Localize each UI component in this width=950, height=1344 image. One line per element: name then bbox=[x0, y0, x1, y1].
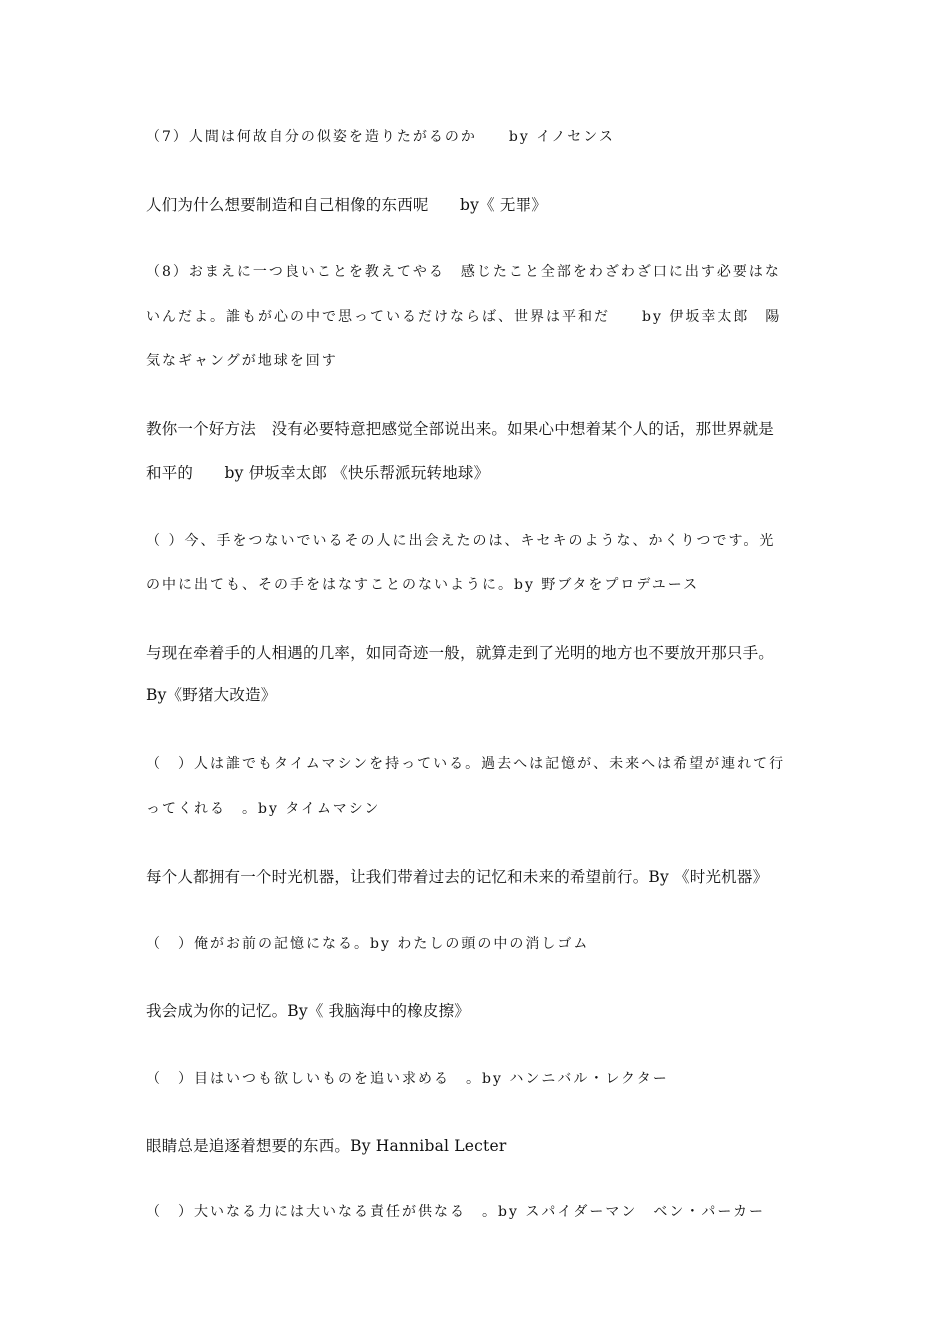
quote-11-japanese: （ ）俺がお前の記憶になる。by わたしの頭の中の消しゴム bbox=[146, 936, 590, 952]
quote-10-chinese: 每个人都拥有一个时光机器，让我们带着过去的记忆和未来的希望前行。By 《时光机器》 bbox=[146, 868, 769, 886]
quote-7-chinese: 人们为什么想要制造和自己相像的东西呢 by《 无罪》 bbox=[146, 196, 548, 214]
quote-9-japanese-line-2: の中に出ても、その手をはなすことのないように。by 野ブタをプロデユース bbox=[146, 577, 700, 593]
quote-10-japanese-line-1: （ ）人は誰でもタイムマシンを持っている。過去へは記憶が、未来へは希望が連れて行 bbox=[146, 756, 786, 772]
quote-9-japanese-line-1: （ ）今、手をつないでいるその人に出会えたのは、キセキのような、かくりつです。光 bbox=[146, 533, 776, 549]
quote-8-chinese-line-1: 教你一个好方法 没有必要特意把感觉全部说出来。如果心中想着某个人的话，那世界就是 bbox=[146, 420, 775, 438]
quote-8-chinese-line-2: 和平的 by 伊坂幸太郎 《快乐帮派玩转地球》 bbox=[146, 464, 490, 482]
quote-13-japanese: （ ）大いなる力には大いなる責任が供なる 。by スパイダーマン ベン・パーカー bbox=[146, 1204, 766, 1220]
quote-8-japanese-line-3: 気なギャングが地球を回す bbox=[146, 353, 338, 369]
quote-9-chinese-line-2: By《野猪大改造》 bbox=[146, 686, 277, 704]
quote-8-japanese-line-2: いんだよ。誰もが心の中で思っているだけならば、世界は平和だ by 伊坂幸太郎 陽 bbox=[146, 309, 782, 325]
quote-12-chinese: 眼睛总是追逐着想要的东西。By Hannibal Lecter bbox=[146, 1137, 507, 1155]
quote-10-japanese-line-2: ってくれる 。by タイムマシン bbox=[146, 801, 381, 817]
quote-11-chinese: 我会成为你的记忆。By《 我脑海中的橡皮擦》 bbox=[146, 1002, 470, 1020]
quote-8-japanese-line-1: （8）おまえに一つ良いことを教えてやる 感じたこと全部をわざわざ口に出す必要はな bbox=[146, 264, 781, 280]
quote-12-japanese: （ ）目はいつも欲しいものを追い求める 。by ハンニバル・レクター bbox=[146, 1071, 669, 1087]
quote-7-japanese: （7）人間は何故自分の似姿を造りたがるのか by イノセンス bbox=[146, 129, 615, 145]
quote-9-chinese-line-1: 与现在牵着手的人相遇的几率，如同奇迹一般，就算走到了光明的地方也不要放开那只手。 bbox=[146, 644, 775, 662]
